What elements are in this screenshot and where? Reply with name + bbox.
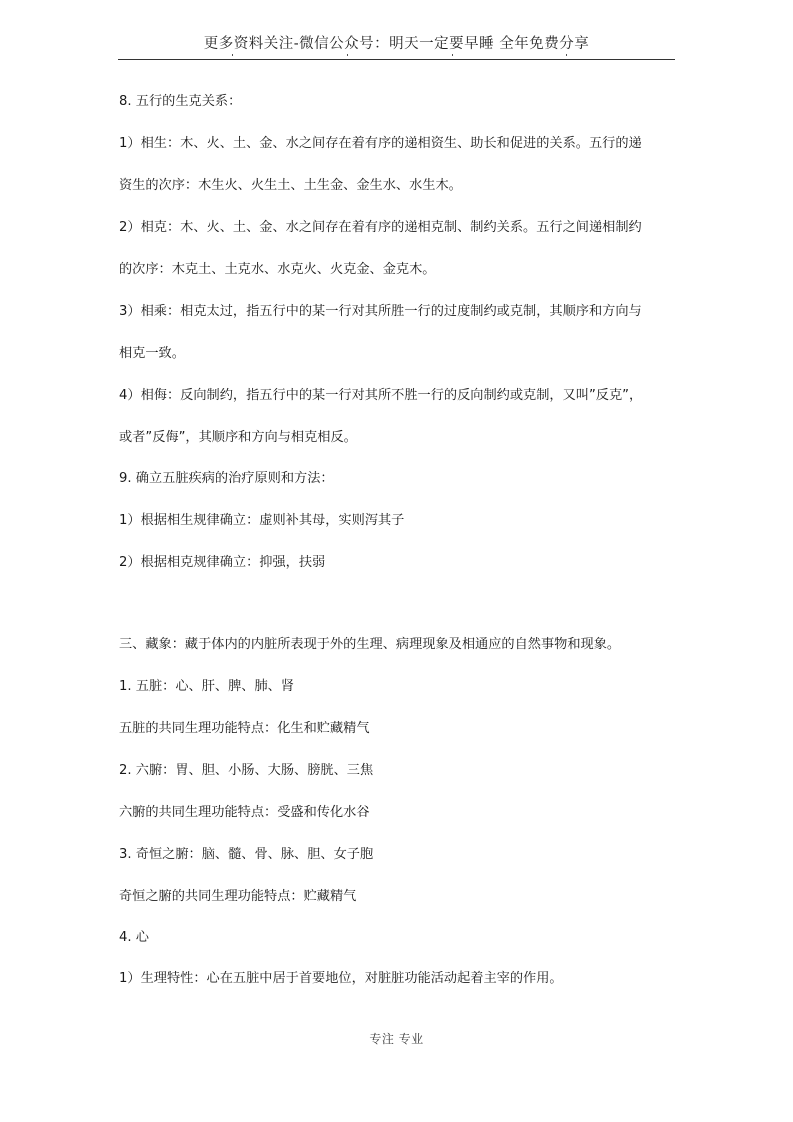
header-tick xyxy=(452,54,453,56)
paragraph-line: 1）根据相生规律确立：虚则补其母，实则泻其子 xyxy=(119,513,405,528)
paragraph-line: 1）相生：木、火、土、金、水之间存在着有序的递相资生、助长和促进的关系。五行的递 xyxy=(119,136,642,151)
paragraph-line: 的次序：木克土、土克水、水克火、火克金、金克木。 xyxy=(119,262,436,277)
header-tick xyxy=(347,54,348,56)
paragraph-line: 2）相克：木、火、土、金、水之间存在着有序的递相克制、制约关系。五行之间递相制约 xyxy=(119,220,642,235)
heading-8: 8. 五行的生克关系： xyxy=(119,94,242,109)
paragraph-line: 奇恒之腑的共同生理功能特点：贮藏精气 xyxy=(119,889,357,904)
paragraph-line: 或者”反侮”，其顺序和方向与相克相反。 xyxy=(119,430,357,445)
paragraph-line: 2）根据相克规律确立：抑强，扶弱 xyxy=(119,555,326,570)
section-heading: 三、藏象：藏于体内的内脏所表现于外的生理、病理现象及相通应的自然事物和现象。 xyxy=(119,637,621,652)
paragraph-line: 相克一致。 xyxy=(119,346,185,361)
paragraph-line: 1）生理特性：心在五脏中居于首要地位，对脏脏功能活动起着主宰的作用。 xyxy=(119,971,563,986)
page-header: 更多资料关注-微信公众号：明天一定要早睡 全年免费分享 xyxy=(203,36,590,52)
heading-4: 4. 心 xyxy=(119,930,149,945)
heading-3: 3. 奇恒之腑：脑、髓、骨、脉、胆、女子胞 xyxy=(119,847,374,862)
paragraph-line: 4）相侮：反向制约，指五行中的某一行对其所不胜一行的反向制约或克制，又叫”反克”， xyxy=(119,388,643,403)
header-ticks xyxy=(0,54,793,58)
paragraph-line: 六腑的共同生理功能特点：受盛和传化水谷 xyxy=(119,805,370,820)
paragraph-line: 3）相乘：相克太过，指五行中的某一行对其所胜一行的过度制约或克制，其顺序和方向与 xyxy=(119,304,642,319)
heading-9: 9. 确立五脏疾病的治疗原则和方法： xyxy=(119,471,334,486)
paragraph-line: 资生的次序：木生火、火生土、土生金、金生水、水生木。 xyxy=(119,178,462,193)
header-tick xyxy=(566,54,567,56)
paragraph-line: 五脏的共同生理功能特点：化生和贮藏精气 xyxy=(119,721,370,736)
page-footer: 专注 专业 xyxy=(369,1032,424,1046)
header-tick xyxy=(232,54,233,56)
heading-1: 1. 五脏：心、肝、脾、肺、肾 xyxy=(119,679,295,694)
header-rule xyxy=(118,59,675,60)
heading-2: 2. 六腑：胃、胆、小肠、大肠、膀胱、三焦 xyxy=(119,763,374,778)
